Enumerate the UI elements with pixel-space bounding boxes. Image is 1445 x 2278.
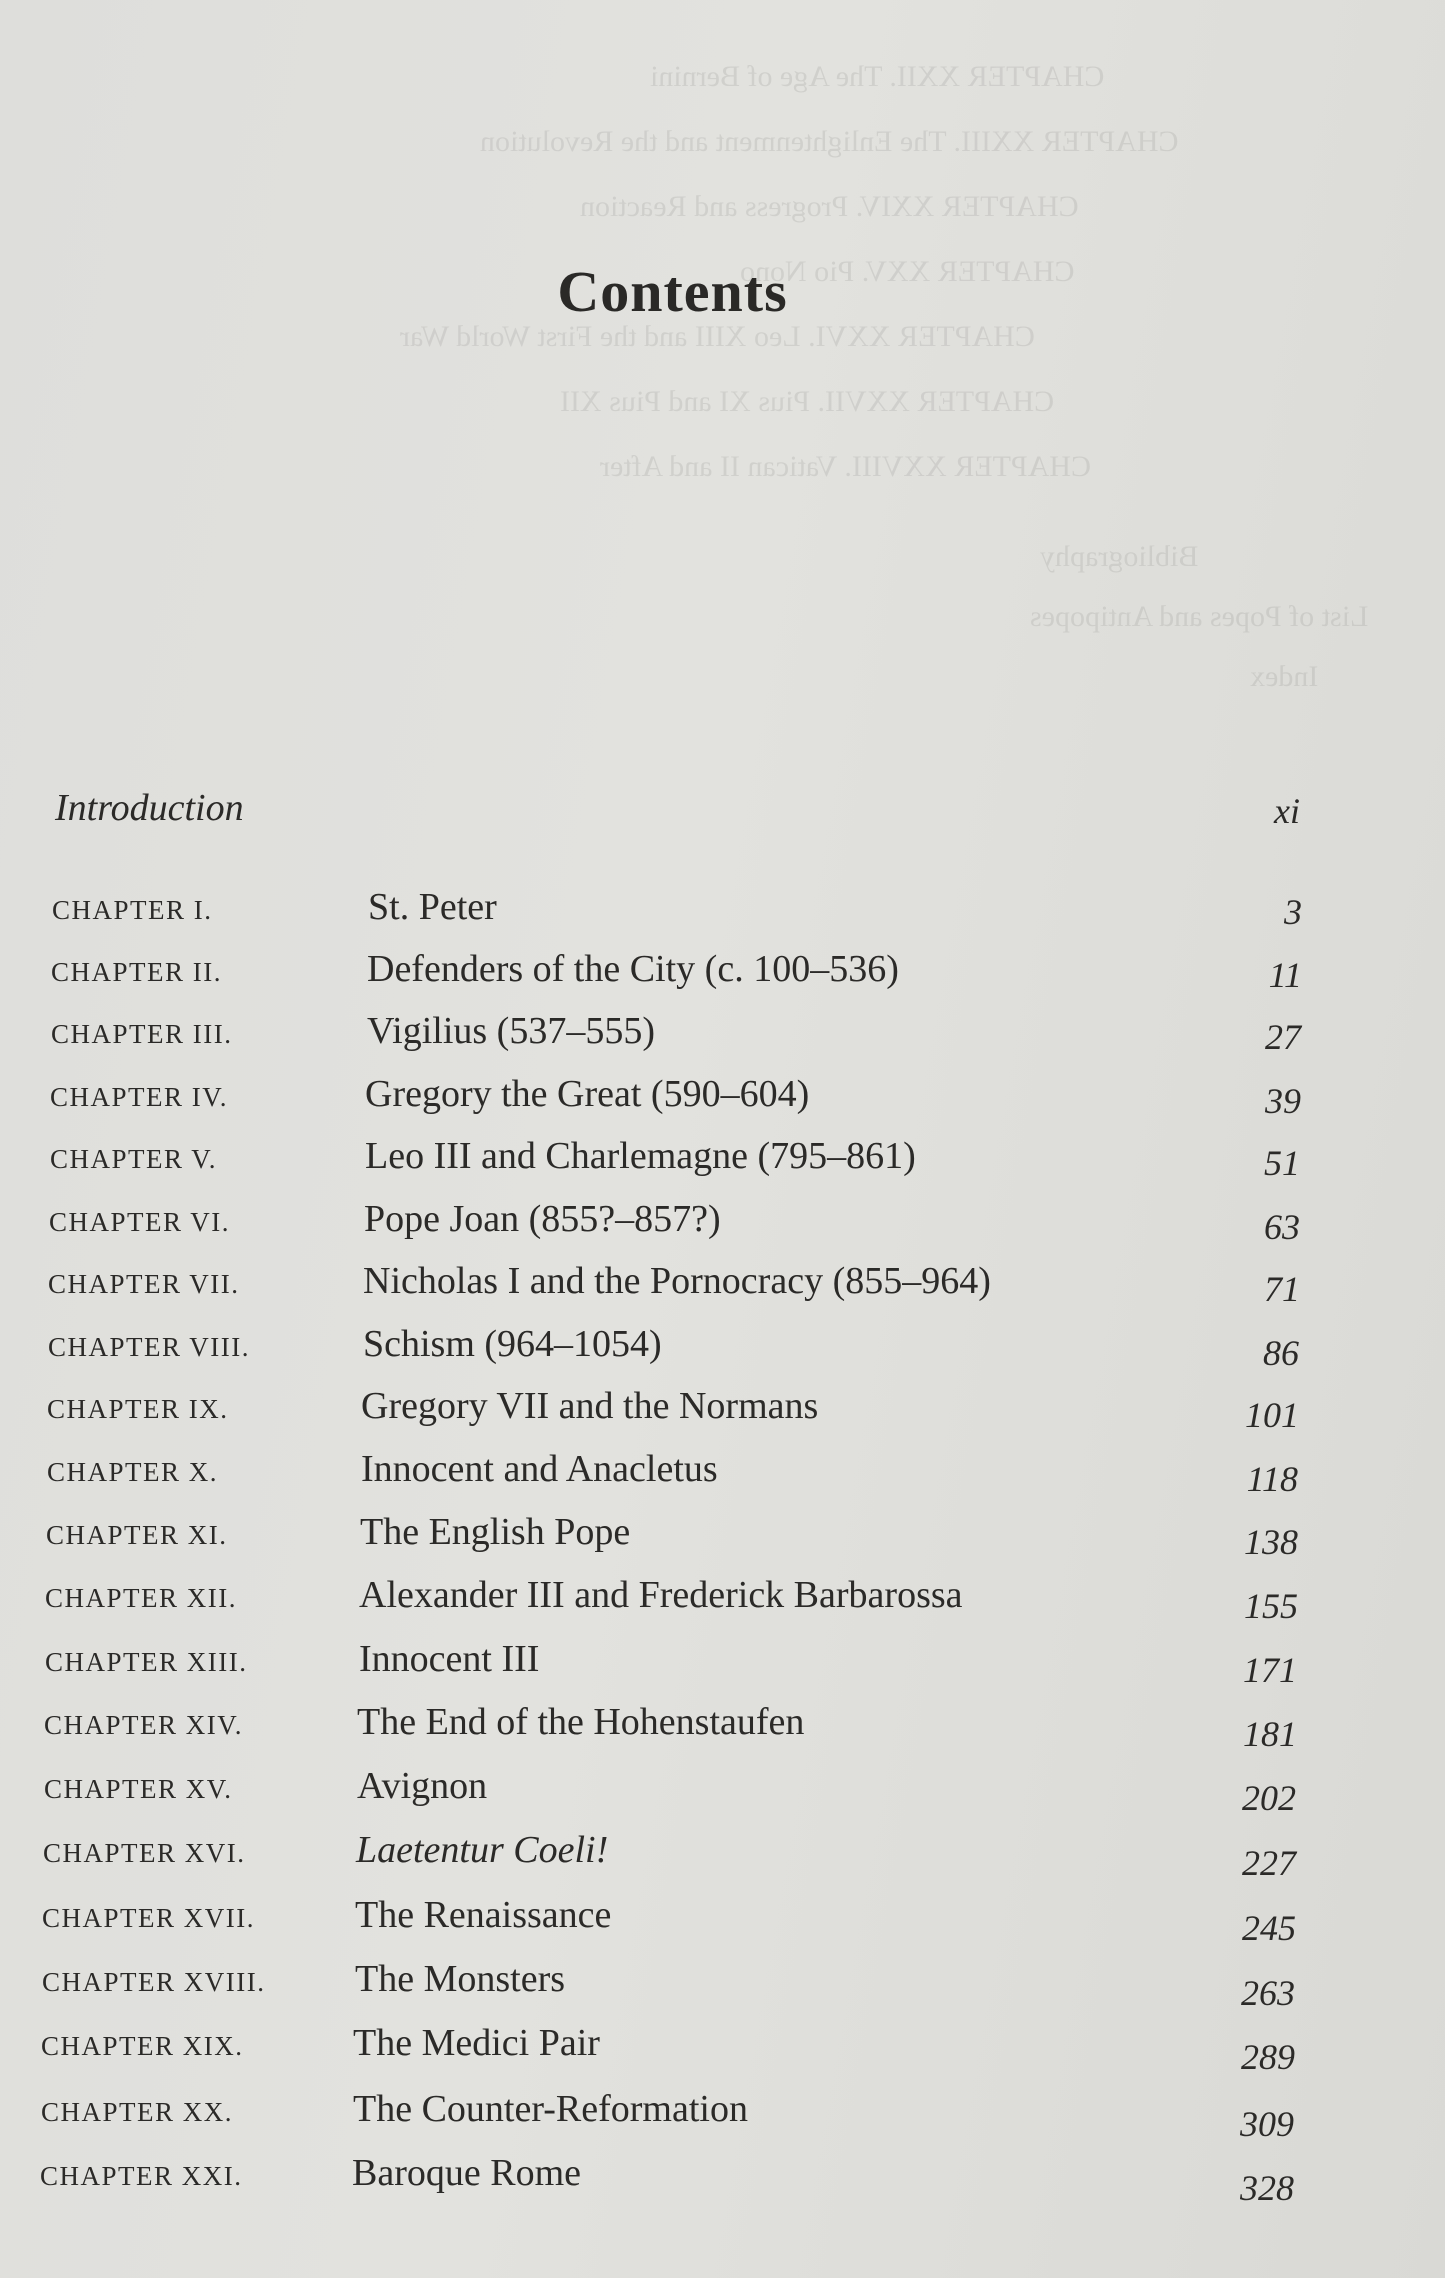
chapter-number: CHAPTER V. [50, 1144, 218, 1174]
page-title: Contents [557, 259, 788, 324]
toc-chapter-row[interactable] [51, 947, 1311, 1003]
chapter-title: The Medici Pair [353, 2022, 600, 2064]
chapter-title: Gregory the Great (590–604) [365, 1073, 810, 1115]
chapter-number: CHAPTER I. [52, 895, 213, 925]
chapter-number: CHAPTER XII. [45, 1583, 237, 1613]
chapter-number: CHAPTER XIV. [44, 1710, 244, 1740]
show-through-line: List of Popes and Antipopes [1030, 600, 1369, 633]
chapter-page-number: 202 [1242, 1778, 1296, 1818]
chapter-page-number: 155 [1244, 1586, 1298, 1626]
show-through-line: CHAPTER XXIII. The Enlightenment and the Revolution [480, 125, 1179, 158]
chapter-title: Gregory VII and the Normans [361, 1385, 819, 1427]
chapter-title: Innocent III [359, 1638, 540, 1680]
chapter-title: Avignon [357, 1765, 488, 1807]
toc-chapter-row[interactable] [45, 1573, 1305, 1629]
show-through-line: CHAPTER XXVIII. Vatican II and After [600, 450, 1092, 483]
chapter-title: Laetentur Coeli! [356, 1829, 609, 1871]
toc-chapter-row[interactable] [42, 1893, 1302, 1949]
chapter-title: The End of the Hohenstaufen [357, 1701, 805, 1743]
chapter-title: Nicholas I and the Pornocracy (855–964) [363, 1260, 991, 1302]
chapter-title: The Counter-Reformation [353, 2088, 748, 2130]
toc-chapter-row[interactable] [42, 1957, 1302, 2013]
toc-chapter-row[interactable] [41, 2087, 1301, 2143]
chapter-page-number: 138 [1244, 1522, 1298, 1562]
show-through-line: CHAPTER XXVI. Leo XIII and the First World War [400, 320, 1035, 353]
chapter-page-number: 171 [1243, 1650, 1297, 1690]
chapter-number: CHAPTER XX. [41, 2097, 234, 2127]
chapter-number: CHAPTER IX. [47, 1394, 229, 1424]
chapter-page-number: 39 [1265, 1081, 1301, 1121]
chapter-number: CHAPTER XIII. [45, 1647, 248, 1677]
toc-chapter-row[interactable] [45, 1637, 1305, 1693]
toc-chapter-row[interactable] [50, 1134, 1310, 1190]
introduction-page-number: xi [1274, 791, 1300, 831]
toc-chapter-row[interactable] [43, 1828, 1303, 1884]
chapter-page-number: 101 [1245, 1395, 1299, 1435]
toc-introduction-row[interactable] [55, 786, 1300, 842]
toc-chapter-row[interactable] [49, 1197, 1309, 1253]
chapter-page-number: 63 [1264, 1207, 1300, 1247]
toc-chapter-row[interactable] [46, 1510, 1306, 1566]
toc-chapter-row[interactable] [41, 2021, 1301, 2077]
chapter-page-number: 263 [1241, 1973, 1295, 2013]
chapter-number: CHAPTER XI. [46, 1520, 228, 1550]
chapter-title: Defenders of the City (c. 100–536) [367, 948, 899, 990]
chapter-title: Alexander III and Frederick Barbarossa [359, 1574, 963, 1616]
toc-chapter-row[interactable] [48, 1259, 1308, 1315]
chapter-title: The English Pope [360, 1511, 631, 1553]
chapter-number: CHAPTER X. [47, 1457, 219, 1487]
chapter-title: Pope Joan (855?–857?) [364, 1198, 721, 1240]
chapter-page-number: 118 [1246, 1459, 1298, 1499]
chapter-page-number: 27 [1265, 1017, 1301, 1057]
chapter-number: CHAPTER XVII. [42, 1903, 255, 1933]
chapter-number: CHAPTER XXI. [40, 2161, 243, 2191]
chapter-number: CHAPTER VI. [49, 1207, 231, 1237]
chapter-page-number: 86 [1263, 1333, 1299, 1373]
chapter-page-number: 328 [1240, 2168, 1294, 2208]
chapter-page-number: 51 [1264, 1143, 1300, 1183]
chapter-page-number: 309 [1240, 2104, 1294, 2144]
introduction-label: Introduction [55, 787, 244, 829]
chapter-page-number: 289 [1241, 2037, 1295, 2077]
chapter-number: CHAPTER XIX. [41, 2031, 244, 2061]
chapter-number: CHAPTER IV. [50, 1082, 229, 1112]
toc-chapter-row[interactable] [44, 1700, 1304, 1756]
show-through-line: CHAPTER XXIV. Progress and Reaction [580, 190, 1079, 223]
toc-chapter-row[interactable] [44, 1764, 1304, 1820]
toc-chapter-row[interactable] [51, 1009, 1311, 1065]
show-through-line: CHAPTER XXII. The Age of Bernini [650, 60, 1105, 93]
toc-chapter-row[interactable] [50, 1072, 1310, 1128]
chapter-page-number: 71 [1264, 1269, 1300, 1309]
chapter-title: The Monsters [355, 1958, 566, 2000]
chapter-title: Baroque Rome [352, 2152, 582, 2194]
chapter-title: Leo III and Charlemagne (795–861) [365, 1135, 916, 1177]
toc-chapter-row[interactable] [40, 2151, 1300, 2207]
chapter-number: CHAPTER VII. [48, 1269, 240, 1299]
show-through-line: CHAPTER XXVII. Pius XI and Pius XII [560, 385, 1055, 418]
show-through-line: Index [1250, 660, 1319, 693]
show-through-line: Bibliography [1040, 540, 1199, 573]
toc-chapter-row[interactable] [48, 1322, 1308, 1378]
chapter-number: CHAPTER XV. [44, 1774, 233, 1804]
chapter-page-number: 245 [1242, 1908, 1296, 1948]
chapter-page-number: 227 [1242, 1843, 1296, 1883]
toc-chapter-row[interactable] [52, 885, 1312, 941]
chapter-title: St. Peter [368, 886, 497, 928]
toc-chapter-row[interactable] [47, 1447, 1307, 1503]
chapter-number: CHAPTER XVI. [43, 1838, 246, 1868]
chapter-page-number: 11 [1268, 955, 1302, 995]
chapter-title: Innocent and Anacletus [361, 1448, 718, 1490]
chapter-title: Schism (964–1054) [363, 1323, 662, 1365]
chapter-number: CHAPTER III. [51, 1019, 233, 1049]
chapter-number: CHAPTER II. [51, 957, 222, 987]
chapter-page-number: 181 [1243, 1714, 1297, 1754]
chapter-title: Vigilius (537–555) [367, 1010, 655, 1052]
chapter-number: CHAPTER XVIII. [42, 1967, 266, 1997]
toc-chapter-row[interactable] [47, 1384, 1307, 1440]
chapter-page-number: 3 [1284, 892, 1302, 932]
chapter-number: CHAPTER VIII. [48, 1332, 251, 1362]
chapter-title: The Renaissance [355, 1894, 612, 1936]
show-through-line: CHAPTER XXV. Pio Nono [740, 255, 1075, 288]
